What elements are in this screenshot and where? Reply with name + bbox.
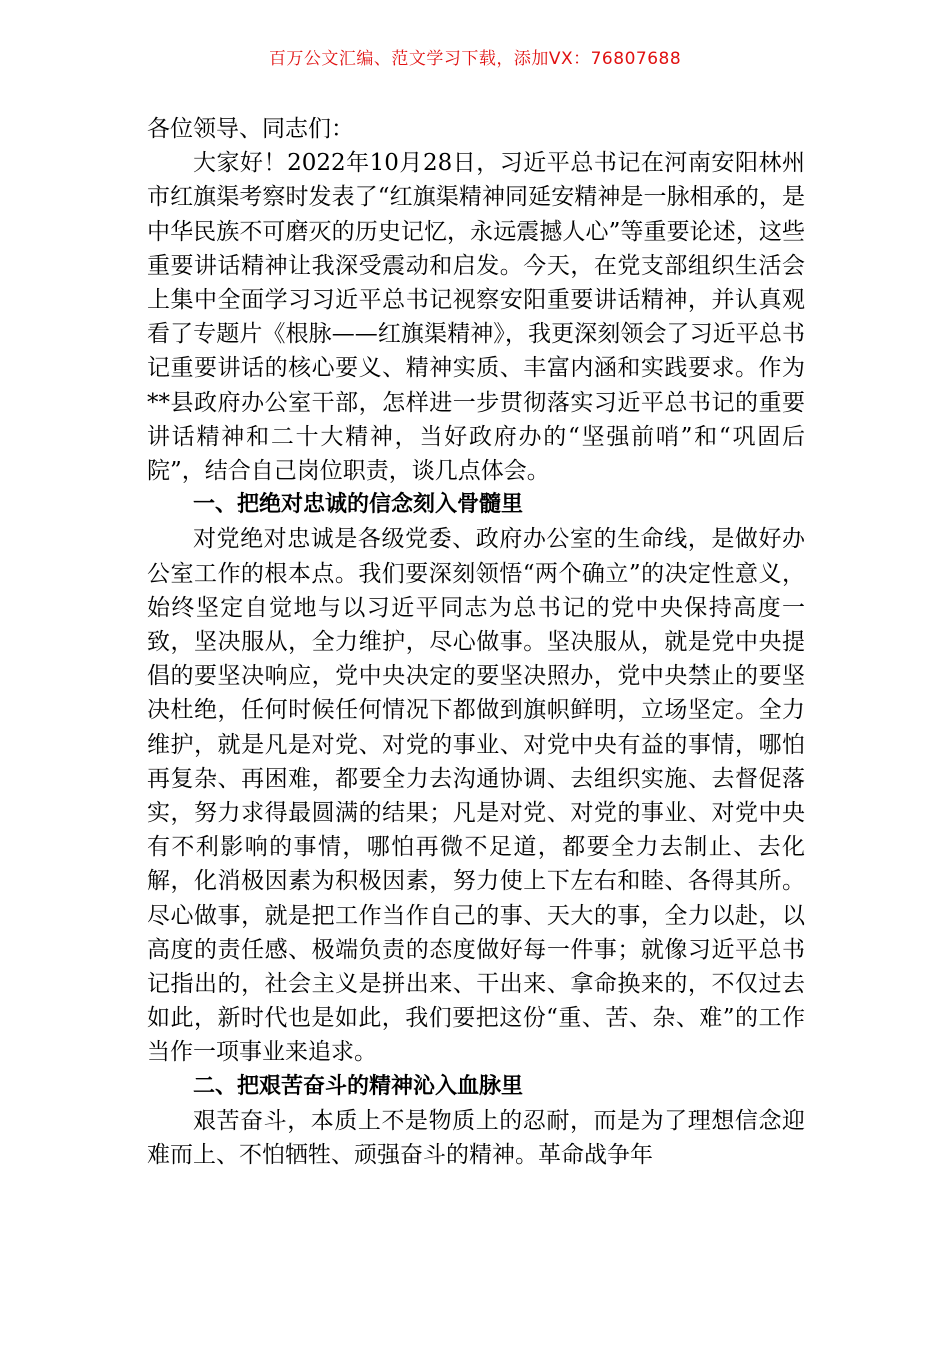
section-heading-2: 二、把艰苦奋斗的精神沁入血脉里: [193, 1073, 524, 1099]
document-body: [147, 112, 805, 1172]
download-promo-header: 百万公文汇编、范文学习下载，添加VX：76807688: [268, 49, 682, 69]
section-heading-1: 一、把绝对忠诚的信念刻入骨髓里: [193, 492, 524, 518]
paragraph-hard-work: 艰苦奋斗，本质上不是物质上的忍耐，而是为了理想信念迎难而上、不怕牺牲、顽强奋斗的精神。革命战争年: [147, 1107, 805, 1169]
salutation: 各位领导、同志们：: [147, 116, 354, 142]
paragraph-loyalty: 对党绝对忠诚是各级党委、政府办公室的生命线，是做好办公室工作的根本点。我们要深刻领悟“两个确立”的决定性意义，始终坚定自觉地与以习近平同志为总书记的党中央保持高度一致，坚决服从，全力维护，尽心做事。坚决服从，就是党中央提倡的要坚决响应，党中央决定的要坚决照办，党中央禁止的要坚决杜绝，任何时候任何情况下都做到旗帜鲜明，立场坚定。全力维护，就是凡是对党、对党的事业、对党中央有益的事情，哪怕再复杂、再困难，都要全力去沟通协调、去组织实施、去督促落实，努力求得最圆满的结果；凡是对党、对党的事业、对党中央有不利影响的事情，哪怕再微不足道，都要全力去制止、去化解，化消极因素为积极因素，努力使上下左右和睦、各得其所。尽心做事，就是把工作当作自己的事、天大的事，全力以赴，以高度的责任感、极端负责的态度做好每一件事；就像习近平总书记指出的，社会主义是拼出来、干出来、拿命换来的，不仅过去如此，新时代也是如此，我们要把这份“重、苦、杂、难”的工作当作一项事业来追求。: [147, 526, 805, 1066]
paragraph-intro: 大家好！2022年10月28日，习近平总书记在河南安阳林州市红旗渠考察时发表了“红旗渠精神同延安精神是一脉相承的，是中华民族不可磨灭的历史记忆，永远震撼人心”等重要论述，这些重要讲话精神让我深受震动和启发。今天，在党支部组织生活会上集中全面学习习近平总书记视察安阳重要讲话精神，并认真观看了专题片《根脉——红旗渠精神》，我更深刻领会了习近平总书记重要讲话的核心要义、精神实质、丰富内涵和实践要求。作为**县政府办公室干部，怎样进一步贯彻落实习近平总书记的重要讲话精神和二十大精神，当好政府办的“坚强前哨”和“巩固后院”，结合自己岗位职责，谈几点体会。: [147, 150, 805, 485]
